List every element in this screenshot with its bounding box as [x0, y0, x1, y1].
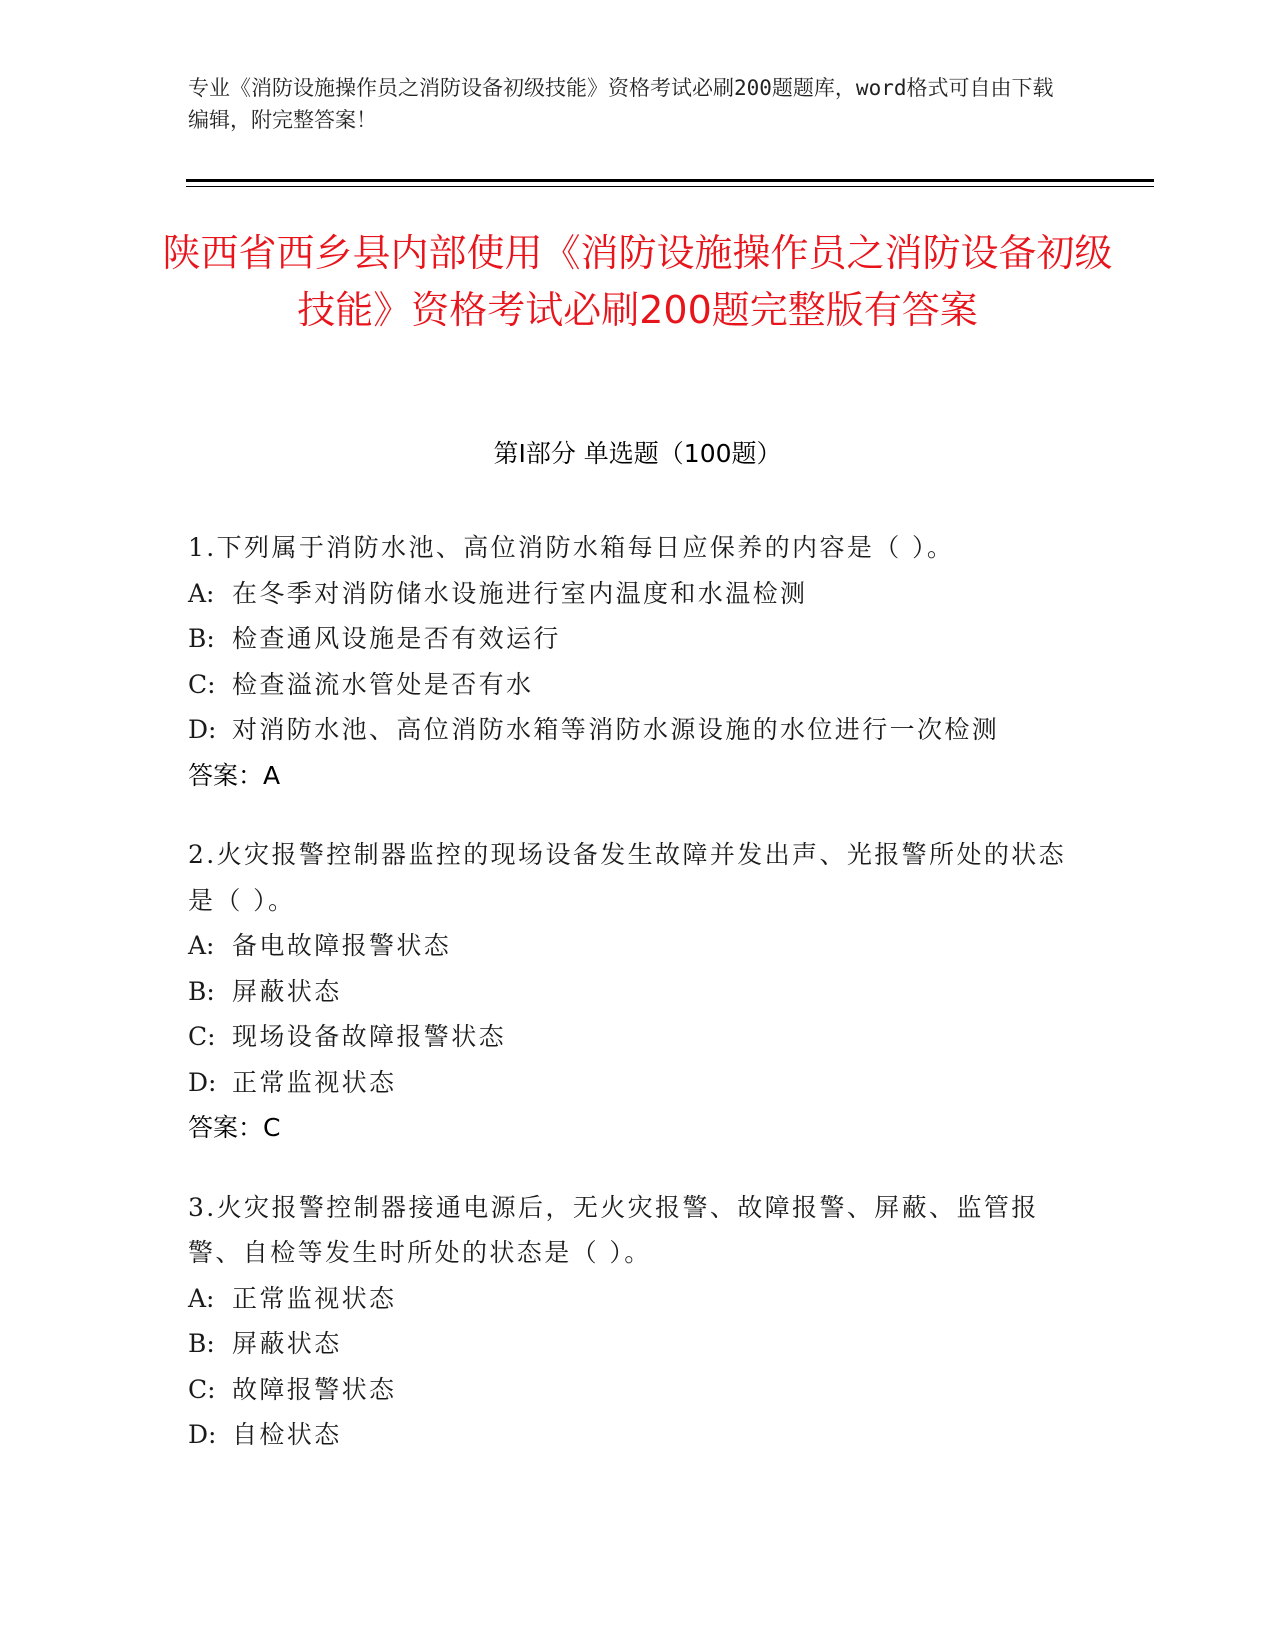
option-text: 屏蔽状态: [232, 1329, 342, 1358]
header-rule-thin: [186, 186, 1154, 187]
option-text: 在冬季对消防储水设施进行室内温度和水温检测: [232, 578, 808, 608]
option-text: 正常监视状态: [232, 1283, 397, 1313]
option-text: 屏蔽状态: [232, 976, 342, 1006]
document-title: 陕西省西乡县内部使用《消防设施操作员之消防设备初级技能》资格考试必刷200题完整版有答案: [162, 231, 1113, 332]
option-text: 检查溢流水管处是否有水: [232, 669, 534, 699]
option-text: 正常监视状态: [232, 1067, 397, 1097]
option-d: [188, 1060, 1068, 1106]
question-2: [188, 832, 1068, 1151]
option-text: 对消防水池、高位消防水箱等消防水源设施的水位进行一次检测: [232, 715, 1000, 744]
option-a: [188, 923, 1068, 969]
option-d: [188, 707, 1068, 753]
option-a: [188, 1276, 1068, 1322]
option-letter: A:: [188, 931, 215, 960]
option-a: [188, 571, 1068, 617]
question-text: 2.火灾报警控制器监控的现场设备发生故障并发出声、光报警所处的状态是（ ）。: [188, 840, 1067, 915]
header-rule-thick: [186, 179, 1154, 182]
option-c: [188, 1367, 1068, 1413]
answer: 答案：A: [188, 760, 281, 790]
option-letter: D:: [188, 715, 217, 744]
header-note: 专业《消防设施操作员之消防设备初级技能》资格考试必刷200题题库，word格式可自由下载编辑，附完整答案！: [188, 76, 1054, 132]
option-letter: A:: [188, 1283, 215, 1313]
option-letter: C:: [188, 1374, 216, 1404]
question-1: [188, 525, 1068, 798]
answer: 答案：C: [188, 1113, 281, 1142]
option-text: 故障报警状态: [232, 1374, 397, 1404]
option-c: [188, 662, 1068, 708]
option-b: [188, 616, 1068, 662]
option-letter: B:: [188, 1329, 215, 1358]
option-letter: D:: [188, 1420, 217, 1449]
option-letter: A:: [188, 578, 215, 608]
option-b: [188, 969, 1068, 1015]
option-letter: B:: [188, 976, 215, 1006]
option-text: 自检状态: [232, 1420, 342, 1449]
option-d: [188, 1412, 1068, 1458]
option-letter: B:: [188, 624, 215, 653]
option-letter: C:: [188, 1022, 216, 1051]
question-text: 3.火灾报警控制器接通电源后，无火灾报警、故障报警、屏蔽、监管报警、自检等发生时所处的状态是（ ）。: [188, 1192, 1039, 1267]
option-b: [188, 1321, 1068, 1367]
question-3: [188, 1185, 1068, 1458]
option-letter: D:: [188, 1067, 217, 1097]
option-text: 备电故障报警状态: [232, 931, 452, 960]
option-c: [188, 1014, 1068, 1060]
question-text: 1.下列属于消防水池、高位消防水箱每日应保养的内容是（ ）。: [188, 533, 955, 562]
option-text: 现场设备故障报警状态: [232, 1022, 507, 1051]
question-list: [188, 525, 1068, 1492]
option-letter: C:: [188, 669, 216, 699]
option-text: 检查通风设施是否有效运行: [232, 624, 561, 653]
section-heading: 第Ⅰ部分 单选题（100题）: [493, 439, 782, 468]
